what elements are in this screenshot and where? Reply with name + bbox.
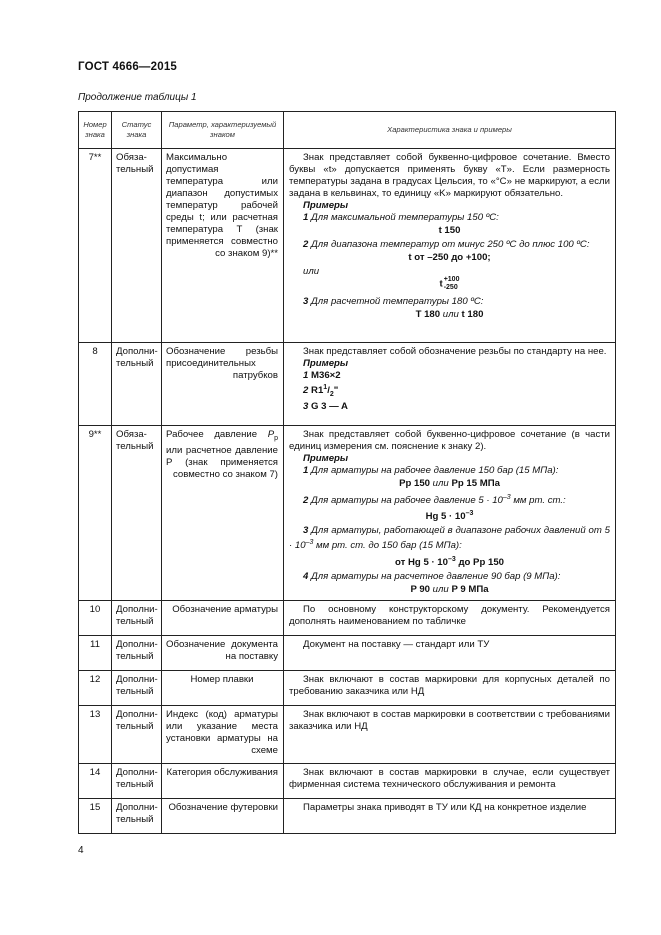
row-parameter: Индекс (код) арматуры или указание места установки арматуры на схеме: [162, 705, 284, 763]
row-description: [284, 426, 616, 601]
example-value-range: t+100 -250: [439, 276, 460, 291]
row-number: 10: [79, 600, 112, 635]
row-number: 12: [79, 670, 112, 705]
row-status: Обяза-тельный: [112, 149, 162, 343]
row-description: [284, 705, 616, 763]
row-status: Дополни-тельный: [112, 343, 162, 426]
example-line: 3 Для расчетной температуры 180 ºC:: [303, 296, 484, 307]
table-row: [79, 149, 616, 343]
examples-heading: Примеры: [303, 200, 349, 211]
row-parameter: Обозначение футеровки: [162, 798, 284, 833]
row-parameter: Обозначение документа на поставку: [162, 635, 284, 670]
row-status: Обяза-тельный: [112, 426, 162, 601]
col-header-parameter: Параметр, характеризуемый знаком: [162, 112, 284, 149]
row-status: Дополни-тельный: [112, 600, 162, 635]
description-text: Знак представляет собой буквенно-цифровое сочетание. Вместо буквы «t» допускается применять букву «T». Если размерность температуры задана в градусах Цельсия, то «°C» не маркируют, а если задана в кельвинах, то единицу «K» маркируют обязательно.: [289, 152, 610, 199]
example-line: 3 G 3 — A: [303, 401, 348, 413]
col-header-description: Характеристика знака и примеры: [284, 112, 616, 149]
table-row: [79, 426, 616, 601]
description-text: Знак включают в состав маркировки в соответствии с требованиями заказчика или НД: [289, 708, 610, 732]
row-number: 15: [79, 798, 112, 833]
document-header: ГОСТ 4666—2015: [78, 61, 178, 73]
row-number: 13: [79, 705, 112, 763]
description-text: Параметры знака приводят в ТУ или КД на конкретное изделие: [303, 801, 587, 813]
row-parameter: Рабочее давление $P_р$ или расчетное давление P (знак применяется совместно со знаком 7): [162, 426, 284, 601]
table-row: [79, 798, 616, 833]
row-number: 11: [79, 635, 112, 670]
table-row: [79, 763, 616, 798]
example-line: 1 Для максимальной температуры 150 ºC:: [303, 212, 499, 223]
table-row: [79, 343, 616, 426]
table-row: [79, 635, 616, 670]
table-row: [79, 705, 616, 763]
row-status: Дополни-тельный: [112, 763, 162, 798]
row-number: 9**: [79, 426, 112, 601]
row-description: [284, 149, 616, 343]
row-status: Дополни-тельный: [112, 635, 162, 670]
row-description: [284, 798, 616, 833]
row-description: [284, 600, 616, 635]
page-number: 4: [78, 845, 84, 856]
row-description: [284, 343, 616, 426]
table-row: [79, 670, 616, 705]
example-value: от Hg $5 \cdot 10^{-3}$ до Pp 150: [395, 555, 504, 568]
row-description: [284, 763, 616, 798]
table-row: [79, 600, 616, 635]
table-header-row: [79, 112, 616, 149]
row-description: [284, 635, 616, 670]
row-number: 8: [79, 343, 112, 426]
example-value: t от –250 до +100;: [408, 252, 491, 263]
description-text: Знак представляет собой обозначение резьбы по стандарту на нее.: [303, 346, 607, 357]
row-number: 7**: [79, 149, 112, 343]
row-parameter: Категория обслуживания: [162, 763, 284, 798]
description-text: Знак представляет собой буквенно-цифровое сочетание (в части единиц измерения см. пояснение к знаку 2).: [289, 429, 610, 452]
examples-heading: Примеры: [303, 453, 349, 464]
example-line: 2 $R1^1/_2$": [303, 384, 339, 399]
row-parameter: Номер плавки: [162, 670, 284, 705]
description-text: Знак включают в состав маркировки для корпусных деталей по требованию заказчика или НД: [289, 673, 610, 697]
row-number: 14: [79, 763, 112, 798]
example-value: Pp 150 или Pp 15 МПа: [399, 478, 500, 489]
example-value: T 180 или t 180: [415, 309, 484, 320]
description-text: По основному конструкторскому документу. Рекомендуется дополнять наименованием по табличке: [289, 603, 610, 627]
row-status: Дополни-тельный: [112, 705, 162, 763]
col-header-number: Номер знака: [79, 112, 112, 149]
example-line: 4 Для арматуры на расчетное давление 90 бар (9 МПа):: [303, 570, 561, 582]
row-status: Дополни-тельный: [112, 670, 162, 705]
example-value: P 90 или P 9 МПа: [410, 583, 489, 595]
description-text: Знак включают в состав маркировки в случае, если существует фирменная система технического обслуживания и ремонта: [289, 766, 610, 790]
example-line: 2 Для арматуры на рабочее давление $5 \cdot 10^{-3}$ мм рт. ст.:: [303, 494, 566, 507]
description-text: Документ на поставку — стандарт или ТУ: [303, 638, 490, 650]
row-parameter: Обозначение резьбы присоединительных патрубков: [162, 343, 284, 426]
markings-table: [78, 111, 616, 834]
examples-heading: Примеры: [303, 358, 349, 369]
row-parameter: Обозначение арматуры: [162, 600, 284, 635]
example-or: или: [303, 266, 320, 277]
example-line: 3 Для арматуры, работающей в диапазоне рабочих давлений от $5 \cdot 10^{-3}$ мм рт. ст. до 150 бар (15 МПа):: [289, 525, 610, 552]
example-line: 2 Для диапазона температур от минус 250 ºC до плюс 100 ºC:: [303, 239, 590, 250]
example-value: Hg $5 \cdot 10^{-3}$: [425, 510, 474, 523]
row-description: [284, 670, 616, 705]
example-line: 1 M36×2: [303, 370, 341, 381]
col-header-status: Статус знака: [112, 112, 162, 149]
row-status: Дополни-тельный: [112, 798, 162, 833]
example-value: t 150: [438, 225, 461, 236]
table-caption: Продолжение таблицы 1: [78, 92, 197, 103]
row-parameter: Максимально допустимая температура или диапазон допустимых температур рабочей среды t; или расчетная температура T (знак применяется совместно со знаком 9)**: [162, 149, 284, 343]
example-line: 1 Для арматуры на рабочее давление 150 бар (15 МПа):: [303, 465, 559, 476]
